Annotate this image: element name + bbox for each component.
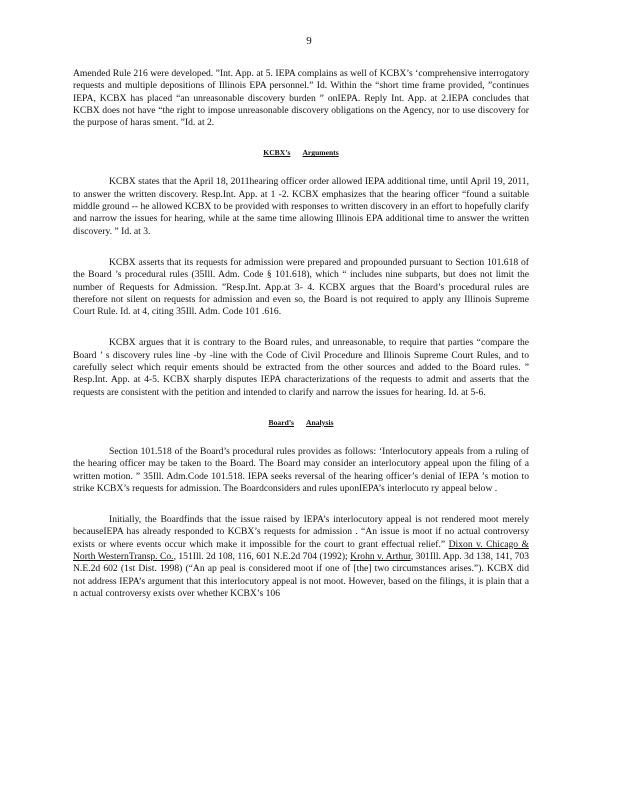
paragraph: KCBX asserts that its requests for admission were prepared and propounded pursuant to Section 101.618 of the Board ’s procedural rules (35Ill. Adm. Code § 101.618), which “ includes nine subparts, but does not limit the number of Requests for Admission. ”Resp.Int. App.at 3- 4. KCBX argues that the Board’s procedural rules are therefore not silent on requests for admission and even so, the Board is not required to apply any Illinois Supreme Court Rule. Id. at 4, citing 35Ill. Adm. Code 101 .616. — [73, 256, 529, 318]
case-citation: Krohn v. Arthur — [350, 551, 411, 563]
paragraph-text: Initially, the Boardfinds that the issue raised by IEPA’s interlocutory appeal is not rendered moot merely becauseIEPA has already responded to KCBX’s requests for admission . “An issue is moot if no actual controversy exists or where events occur which make it impossible for the court to grant effectual relief.” — [73, 514, 529, 550]
paragraph: KCBX states that the April 18, 2011hearing officer order allowed IEPA additional time, until April 19, 2011, to answer the written discovery. Resp.Int. App. at 1 -2. KCBX emphasizes that the hearing officer “found a suitable middle ground -- he allowed KCBX to be provided with responses to written discovery in an effort to hopefully clarify and narrow the issues for hearing, while at the same time allowing Illinois EPA additional time to answer the written discovery. ” Id. at 3. — [73, 176, 529, 237]
heading-word: KCBX’s — [263, 148, 291, 158]
page-number: 9 — [306, 35, 312, 47]
case-citation: Dixon v. Chicago & North WesternTransp. Co. — [73, 538, 529, 563]
paragraph-continuation: Amended Rule 216 were developed. ”Int. App. at 5. IEPA complains as well of KCBX’s ‘comprehensive interrogatory requests and multiple depositions of Illinois EPA personnel.” Id. Within the “short time frame provided, ”continues IEPA, KCBX has placed “an unreasonable discovery burden ” onIEPA. Reply Int. App. at 2.IEPA concludes that KCBX does not have “the right to impose unreasonable discovery obligations on the Agency, nor to use discovery for the purpose of haras sment. ”Id. at 2. — [73, 68, 529, 129]
heading-word: Analysis — [306, 417, 334, 427]
heading-word: Arguments — [302, 148, 339, 158]
paragraph-text: , 301Ill. App. 3d 138, 141, 703 N.E.2d 602 (1st Dist. 1998) (“An ap peal is considered moot if one of [the] two circumstances arises.”). KCBX did not address IEPA’s argument that this interlocutory appeal is not moot. However, based on the filings, it is plain that a n actual controversy exists over whether KCBX’s 106 — [73, 551, 530, 599]
heading-word: Board’s — [268, 417, 295, 427]
section-heading-kcbx-arguments — [73, 148, 529, 158]
paragraph-text: , 151Ill. 2d 108, 116, 601 N.E.2d 704 (1992); — [173, 551, 351, 563]
paragraph: Section 101.518 of the Board’s procedural rules provides as follows: ‘Interlocutory appeals from a ruling of the hearing officer may be taken to the Board. The Board may consider an interlocutory appeal upon the filing of a written motion. ” 35Ill. Adm.Code 101.518. IEPA seeks reversal of the hearing officer’s denial of IEPA ’s motion to strike KCBX’s requests for admission. The Boardconsiders and rules uponIEPA’s interlocuto ry appeal below . — [73, 445, 529, 494]
paragraph: KCBX argues that it is contrary to the Board rules, and unreasonable, to require that parties “compare the Board ’ s discovery rules line -by -line with the Code of Civil Procedure and Illinois Supreme Court Rules, and to carefully select which requir ements should be extracted from the other sources and added to the Board rules. ” Resp.Int. App. at 4-5. KCBX sharply disputes IEPA characterizations of the requests to admit and asserts that the requests are consistent with the petition and intended to clarify and narrow the issues for hearing. Id. at 5-6. — [73, 337, 529, 398]
paragraph — [73, 514, 529, 600]
document-body — [73, 68, 529, 619]
section-heading-board-analysis — [73, 418, 529, 428]
